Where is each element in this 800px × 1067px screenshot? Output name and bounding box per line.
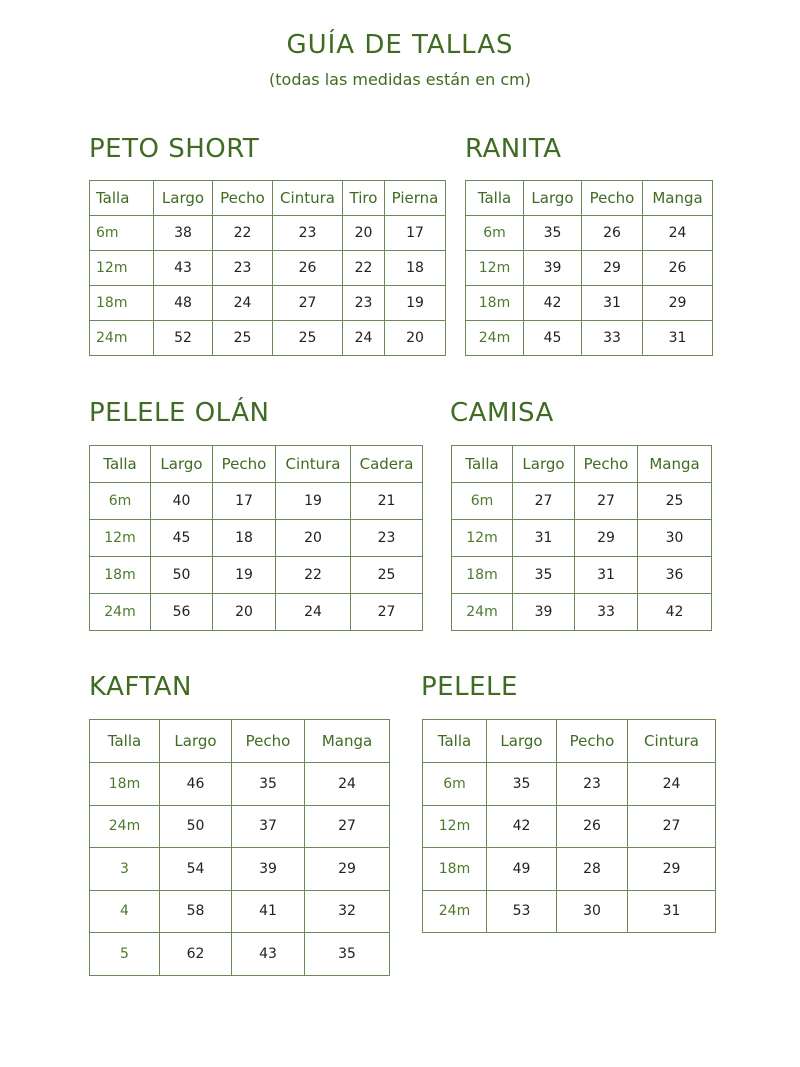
column-header-manga: Manga (643, 181, 713, 216)
measure-cell: 28 (557, 848, 628, 891)
measure-cell: 25 (273, 321, 343, 356)
table-row (466, 251, 713, 286)
column-header-largo: Largo (151, 446, 213, 483)
table-row (90, 483, 423, 520)
column-header-talla: Talla (423, 720, 487, 763)
size-cell: 12m (452, 520, 513, 557)
measure-cell: 24 (628, 763, 716, 806)
measure-cell: 32 (305, 890, 390, 933)
measure-cell: 26 (273, 251, 343, 286)
column-header-cintura: Cintura (273, 181, 343, 216)
measure-cell: 20 (276, 520, 351, 557)
measure-cell: 35 (513, 557, 575, 594)
measure-cell: 23 (351, 520, 423, 557)
column-header-pierna: Pierna (385, 181, 446, 216)
column-header-talla: Talla (90, 181, 154, 216)
section-kaftan (89, 674, 192, 700)
table-row (423, 890, 716, 933)
measure-cell: 27 (513, 483, 575, 520)
measure-cell: 29 (628, 848, 716, 891)
measure-cell: 25 (638, 483, 712, 520)
column-header-cadera: Cadera (351, 446, 423, 483)
measure-cell: 24 (213, 286, 273, 321)
column-header-largo: Largo (513, 446, 575, 483)
size-cell: 18m (90, 763, 160, 806)
size-cell: 6m (452, 483, 513, 520)
table-header-row (90, 446, 423, 483)
measure-cell: 23 (557, 763, 628, 806)
measure-cell: 18 (385, 251, 446, 286)
column-header-talla: Talla (90, 446, 151, 483)
column-header-talla: Talla (90, 720, 160, 763)
size-cell: 18m (466, 286, 524, 321)
table-header-row (90, 181, 446, 216)
table-row (90, 321, 446, 356)
column-header-pecho: Pecho (575, 446, 638, 483)
measure-cell: 33 (575, 594, 638, 631)
size-table-ranita (465, 180, 713, 356)
measure-cell: 18 (213, 520, 276, 557)
size-cell: 6m (90, 483, 151, 520)
measure-cell: 29 (575, 520, 638, 557)
size-cell: 12m (90, 251, 154, 286)
section-title-kaftan: KAFTAN (89, 672, 192, 702)
measure-cell: 62 (160, 933, 232, 976)
measure-cell: 31 (513, 520, 575, 557)
measure-cell: 17 (213, 483, 276, 520)
section-pelele (421, 674, 518, 700)
measure-cell: 26 (582, 216, 643, 251)
measure-cell: 40 (151, 483, 213, 520)
measure-cell: 53 (487, 890, 557, 933)
measure-cell: 23 (213, 251, 273, 286)
size-table-kaftan (89, 719, 390, 976)
size-cell: 6m (423, 763, 487, 806)
size-cell: 18m (452, 557, 513, 594)
table-row (90, 594, 423, 631)
section-ranita (465, 136, 562, 162)
measure-cell: 35 (232, 763, 305, 806)
size-cell: 24m (90, 594, 151, 631)
size-cell: 12m (423, 805, 487, 848)
table-row (466, 216, 713, 251)
column-header-cintura: Cintura (276, 446, 351, 483)
column-header-largo: Largo (524, 181, 582, 216)
column-header-pecho: Pecho (232, 720, 305, 763)
table-row (90, 763, 390, 806)
size-cell: 5 (90, 933, 160, 976)
measure-cell: 45 (524, 321, 582, 356)
section-camisa (450, 400, 554, 426)
column-header-largo: Largo (160, 720, 232, 763)
table-row (452, 520, 712, 557)
measure-cell: 39 (232, 848, 305, 891)
measure-cell: 49 (487, 848, 557, 891)
size-cell: 3 (90, 848, 160, 891)
column-header-pecho: Pecho (557, 720, 628, 763)
size-cell: 12m (90, 520, 151, 557)
section-title-pelele-olan: PELELE OLÁN (89, 398, 270, 428)
table-header-row (452, 446, 712, 483)
size-cell: 6m (466, 216, 524, 251)
column-header-pecho: Pecho (213, 181, 273, 216)
measure-cell: 48 (154, 286, 213, 321)
table-row (90, 216, 446, 251)
measure-cell: 26 (643, 251, 713, 286)
column-header-pecho: Pecho (213, 446, 276, 483)
table-row (90, 933, 390, 976)
size-cell: 18m (90, 286, 154, 321)
measure-cell: 37 (232, 805, 305, 848)
table-row (90, 520, 423, 557)
table-row (452, 483, 712, 520)
size-cell: 24m (90, 321, 154, 356)
measure-cell: 26 (557, 805, 628, 848)
measure-cell: 29 (305, 848, 390, 891)
measure-cell: 25 (351, 557, 423, 594)
table-row (90, 848, 390, 891)
measure-cell: 24 (276, 594, 351, 631)
measure-cell: 27 (273, 286, 343, 321)
section-title-pelele: PELELE (421, 672, 518, 702)
measure-cell: 31 (575, 557, 638, 594)
size-cell: 18m (90, 557, 151, 594)
table-row (423, 848, 716, 891)
size-cell: 24m (452, 594, 513, 631)
size-cell: 24m (466, 321, 524, 356)
measure-cell: 20 (385, 321, 446, 356)
table-row (466, 321, 713, 356)
measure-cell: 20 (213, 594, 276, 631)
column-header-cintura: Cintura (628, 720, 716, 763)
section-pelele-olan (89, 400, 269, 426)
table-row (466, 286, 713, 321)
size-cell: 4 (90, 890, 160, 933)
measure-cell: 31 (643, 321, 713, 356)
section-title-peto-short: PETO SHORT (89, 134, 260, 164)
measure-cell: 43 (154, 251, 213, 286)
table-row (423, 763, 716, 806)
table-header-row (423, 720, 716, 763)
page-subtitle: (todas las medidas están en cm) (269, 70, 531, 89)
size-table-camisa (451, 445, 712, 631)
measure-cell: 39 (513, 594, 575, 631)
measure-cell: 29 (643, 286, 713, 321)
measure-cell: 56 (151, 594, 213, 631)
page-title: GUÍA DE TALLAS (286, 30, 514, 60)
measure-cell: 19 (213, 557, 276, 594)
measure-cell: 35 (305, 933, 390, 976)
measure-cell: 27 (575, 483, 638, 520)
measure-cell: 21 (351, 483, 423, 520)
measure-cell: 42 (524, 286, 582, 321)
measure-cell: 50 (151, 557, 213, 594)
measure-cell: 31 (628, 890, 716, 933)
measure-cell: 54 (160, 848, 232, 891)
measure-cell: 27 (305, 805, 390, 848)
table-row (90, 557, 423, 594)
column-header-tiro: Tiro (343, 181, 385, 216)
column-header-talla: Talla (452, 446, 513, 483)
measure-cell: 41 (232, 890, 305, 933)
column-header-manga: Manga (638, 446, 712, 483)
measure-cell: 46 (160, 763, 232, 806)
measure-cell: 19 (385, 286, 446, 321)
measure-cell: 33 (582, 321, 643, 356)
section-title-camisa: CAMISA (450, 398, 554, 428)
table-row (423, 805, 716, 848)
measure-cell: 31 (582, 286, 643, 321)
measure-cell: 35 (524, 216, 582, 251)
measure-cell: 42 (487, 805, 557, 848)
measure-cell: 25 (213, 321, 273, 356)
size-table-pelele-olan (89, 445, 423, 631)
column-header-largo: Largo (487, 720, 557, 763)
table-row (452, 594, 712, 631)
measure-cell: 27 (351, 594, 423, 631)
measure-cell: 22 (276, 557, 351, 594)
measure-cell: 22 (343, 251, 385, 286)
measure-cell: 24 (643, 216, 713, 251)
measure-cell: 24 (305, 763, 390, 806)
size-table-peto-short (89, 180, 446, 356)
column-header-talla: Talla (466, 181, 524, 216)
measure-cell: 50 (160, 805, 232, 848)
measure-cell: 23 (343, 286, 385, 321)
measure-cell: 17 (385, 216, 446, 251)
measure-cell: 24 (343, 321, 385, 356)
size-cell: 24m (423, 890, 487, 933)
measure-cell: 58 (160, 890, 232, 933)
size-cell: 12m (466, 251, 524, 286)
size-cell: 18m (423, 848, 487, 891)
column-header-pecho: Pecho (582, 181, 643, 216)
measure-cell: 27 (628, 805, 716, 848)
measure-cell: 29 (582, 251, 643, 286)
measure-cell: 20 (343, 216, 385, 251)
measure-cell: 42 (638, 594, 712, 631)
table-row (90, 286, 446, 321)
measure-cell: 36 (638, 557, 712, 594)
measure-cell: 45 (151, 520, 213, 557)
measure-cell: 52 (154, 321, 213, 356)
measure-cell: 22 (213, 216, 273, 251)
column-header-manga: Manga (305, 720, 390, 763)
table-row (90, 251, 446, 286)
measure-cell: 39 (524, 251, 582, 286)
table-header-row (90, 720, 390, 763)
measure-cell: 30 (638, 520, 712, 557)
table-row (90, 805, 390, 848)
measure-cell: 43 (232, 933, 305, 976)
measure-cell: 38 (154, 216, 213, 251)
column-header-largo: Largo (154, 181, 213, 216)
size-table-pelele (422, 719, 716, 933)
size-cell: 24m (90, 805, 160, 848)
measure-cell: 35 (487, 763, 557, 806)
section-title-ranita: RANITA (465, 134, 562, 164)
table-header-row (466, 181, 713, 216)
size-cell: 6m (90, 216, 154, 251)
section-peto-short (89, 136, 259, 162)
table-row (90, 890, 390, 933)
measure-cell: 30 (557, 890, 628, 933)
measure-cell: 19 (276, 483, 351, 520)
measure-cell: 23 (273, 216, 343, 251)
table-row (452, 557, 712, 594)
